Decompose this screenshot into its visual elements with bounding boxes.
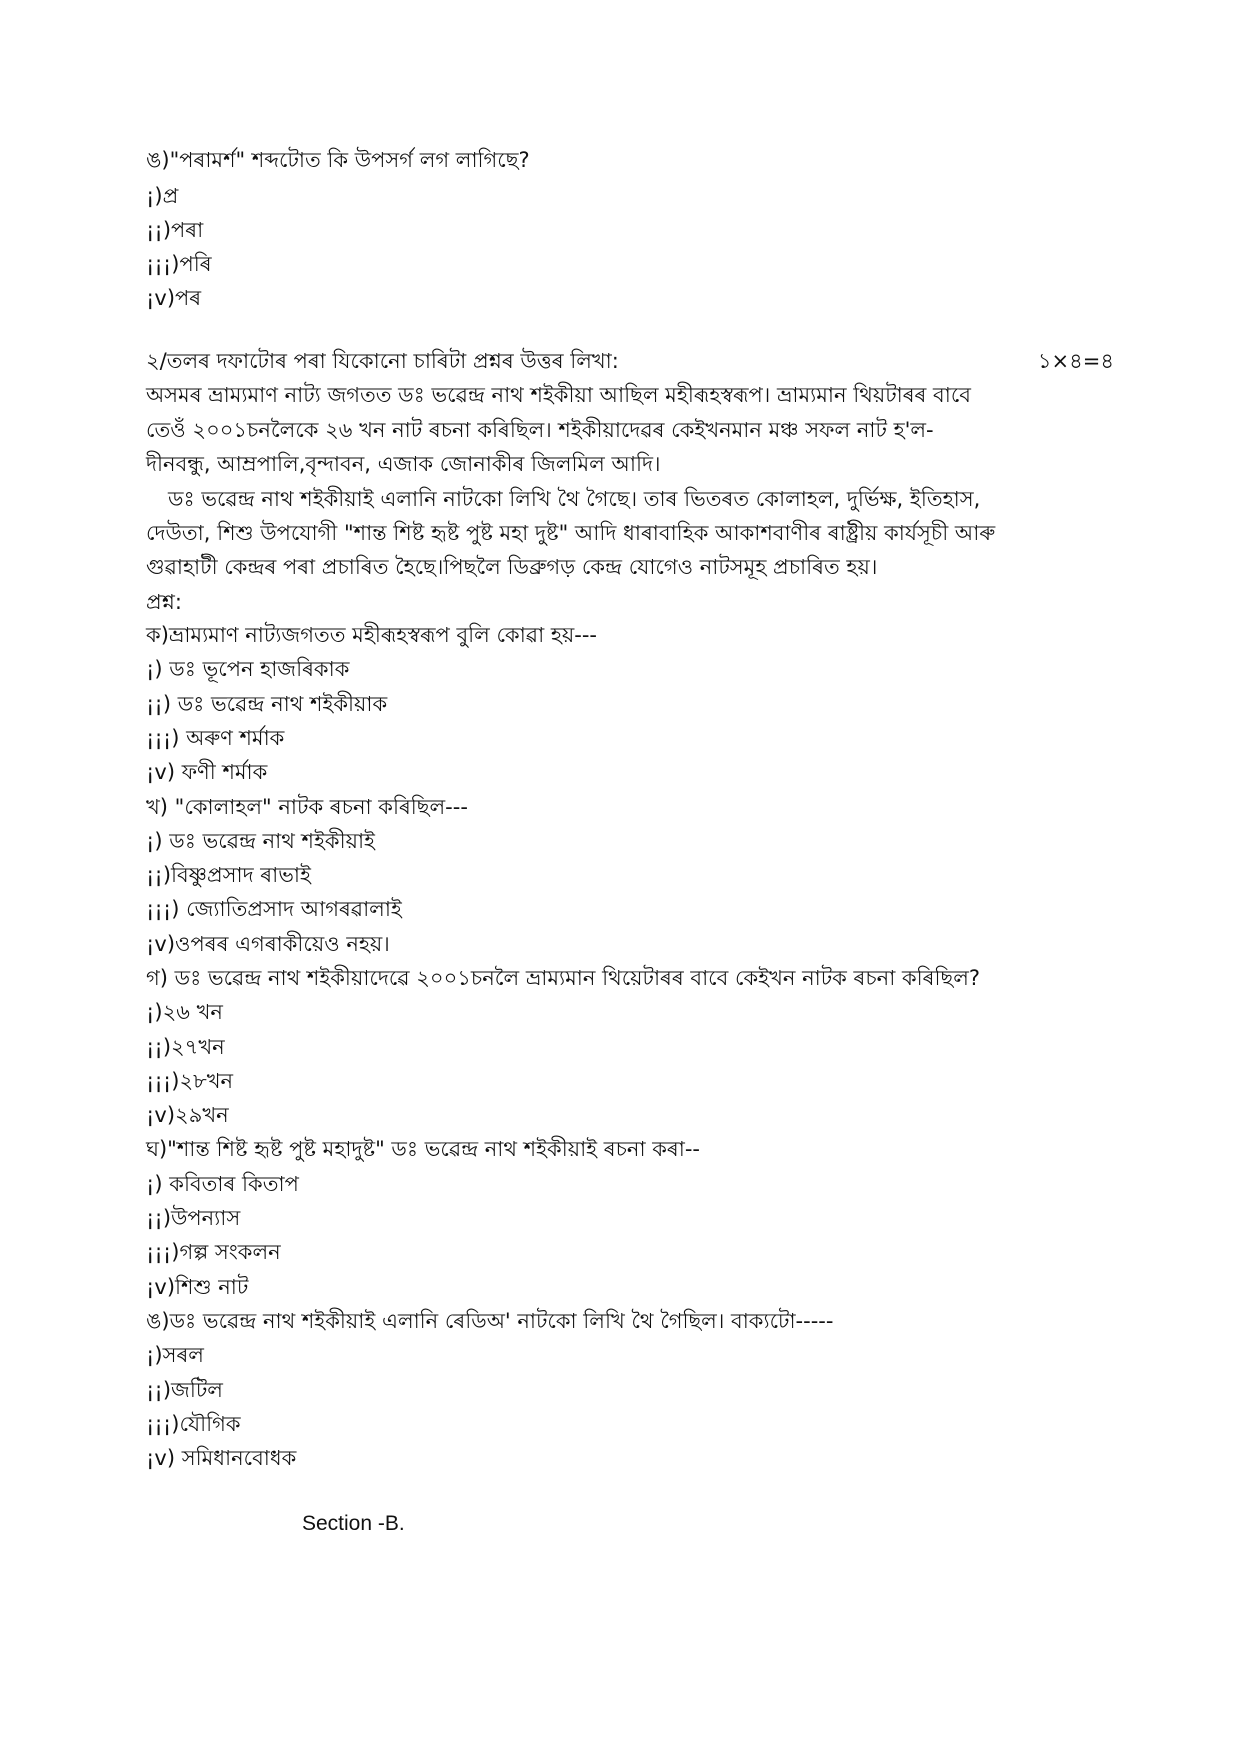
option-3: ¡¡¡)যৌগিক bbox=[146, 1412, 241, 1436]
option-2: ¡¡)পৰা bbox=[146, 218, 204, 242]
option-1: ¡)২৬ খন bbox=[146, 1000, 223, 1024]
question-text: ঘ)"শান্ত শিষ্ট হৃষ্ট পুষ্ট মহাদুষ্ট" ডঃ ভৱেন্দ্ৰ নাথ শইকীয়াই ৰচনা কৰা-- bbox=[146, 1137, 700, 1161]
option-2: ¡¡)২৭খন bbox=[146, 1035, 225, 1059]
option-4: ¡v)শিশু নাট bbox=[146, 1275, 249, 1299]
question-text: ঙ)"পৰামৰ্শ" শব্দটোত কি উপসৰ্গ লগ লাগিছে? bbox=[146, 148, 530, 172]
questions-label: প্ৰশ্ন: bbox=[146, 590, 182, 614]
question-text: ক)ভ্ৰাম্যমাণ নাট্যজগতত মহীৰূহস্বৰূপ বুলি কোৱা হয়--- bbox=[146, 623, 597, 647]
option-4: ¡v) সমিধানবোধক bbox=[146, 1446, 297, 1470]
option-1: ¡) কবিতাৰ কিতাপ bbox=[146, 1172, 299, 1196]
passage-line: দীনবন্ধু, আম্ৰপালি,বৃন্দাবন, এজাক জোনাকীৰ জিলমিল আদি। bbox=[146, 452, 661, 476]
option-1: ¡)প্ৰ bbox=[146, 184, 179, 208]
passage-line: অসমৰ ভ্ৰাম্যমাণ নাট্য জগতত ডঃ ভৱেন্দ্ৰ নাথ শইকীয়া আছিল মহীৰূহস্বৰূপ। ভ্ৰাম্যমান থিয়টাৰৰ বাবে bbox=[146, 383, 971, 407]
option-4: ¡v)পৰ bbox=[146, 286, 202, 310]
question-text: ঙ)ডঃ ভৱেন্দ্ৰ নাথ শইকীয়াই এলানি ৰেডিঅ' নাটকো লিখি থৈ গৈছিল। বাক্যটো----- bbox=[146, 1309, 834, 1333]
option-2: ¡¡) ডঃ ভৱেন্দ্ৰ নাথ শইকীয়াক bbox=[146, 692, 388, 716]
passage-line: দেউতা, শিশু উপযোগী "শান্ত শিষ্ট হৃষ্ট পুষ্ট মহা দুষ্ট" আদি ধাৰাবাহিক আকাশবাণীৰ ৰাষ্ট্ৰীয় কাৰ্যসূচী আৰু bbox=[146, 521, 996, 545]
question-text: গ) ডঃ ভৱেন্দ্ৰ নাথ শইকীয়াদেৱে ২০০১চনলৈ ভ্ৰাম্যমান থিয়েটাৰৰ বাবে কেইখন নাটক ৰচনা কৰিছিল? bbox=[146, 966, 981, 990]
option-3: ¡¡¡) অৰুণ শৰ্মাক bbox=[146, 726, 285, 750]
option-1: ¡) ডঃ ভূপেন হাজৰিকাক bbox=[146, 657, 350, 681]
option-4: ¡v)২৯খন bbox=[146, 1103, 229, 1127]
option-3: ¡¡¡)২৮খন bbox=[146, 1069, 234, 1093]
option-2: ¡¡)উপন্যাস bbox=[146, 1206, 241, 1230]
option-1: ¡) ডঃ ভৱেন্দ্ৰ নাথ শইকীয়াই bbox=[146, 829, 375, 853]
option-2: ¡¡)বিষ্ণুপ্ৰসাদ ৰাভাই bbox=[146, 863, 311, 887]
passage-line: গুৱাহাটী কেন্দ্ৰৰ পৰা প্ৰচাৰিত হৈছে।পিছলৈ ডিব্ৰুগড় কেন্দ্ৰ যোগেও নাটসমূহ প্ৰচাৰিত হয়। bbox=[146, 555, 878, 579]
option-3: ¡¡¡)পৰি bbox=[146, 252, 212, 276]
instruction-text: ২/তলৰ দফাটোৰ পৰা যিকোনো চাৰিটা প্ৰশ্নৰ উত্তৰ লিখা: bbox=[146, 349, 619, 373]
section-heading: Section -B. bbox=[302, 1512, 405, 1535]
marks-label: ১×৪=৪ bbox=[1037, 349, 1114, 373]
option-3: ¡¡¡) জ্যোতিপ্ৰসাদ আগৰৱালাই bbox=[146, 897, 402, 921]
option-1: ¡)সৰল bbox=[146, 1343, 204, 1367]
question-text: খ) "কোলাহল" নাটক ৰচনা কৰিছিল--- bbox=[146, 795, 468, 819]
passage-line: তেওঁ ২০০১চনলৈকে ২৬ খন নাট ৰচনা কৰিছিল। শইকীয়াদেৱৰ কেইখনমান মঞ্চ সফল নাট হ'ল- bbox=[146, 418, 934, 442]
passage-line: ডঃ ভৱেন্দ্ৰ নাথ শইকীয়াই এলানি নাটকো লিখি থৈ গৈছে। তাৰ ভিতৰত কোলাহল, দুৰ্ভিক্ষ, ইতিহাস, bbox=[168, 487, 981, 511]
option-4: ¡v)ওপৰৰ এগৰাকীয়েও নহয়। bbox=[146, 932, 390, 956]
option-4: ¡v) ফণী শৰ্মাক bbox=[146, 760, 268, 784]
option-3: ¡¡¡)গল্প সংকলন bbox=[146, 1240, 281, 1264]
option-2: ¡¡)জটিল bbox=[146, 1378, 223, 1402]
